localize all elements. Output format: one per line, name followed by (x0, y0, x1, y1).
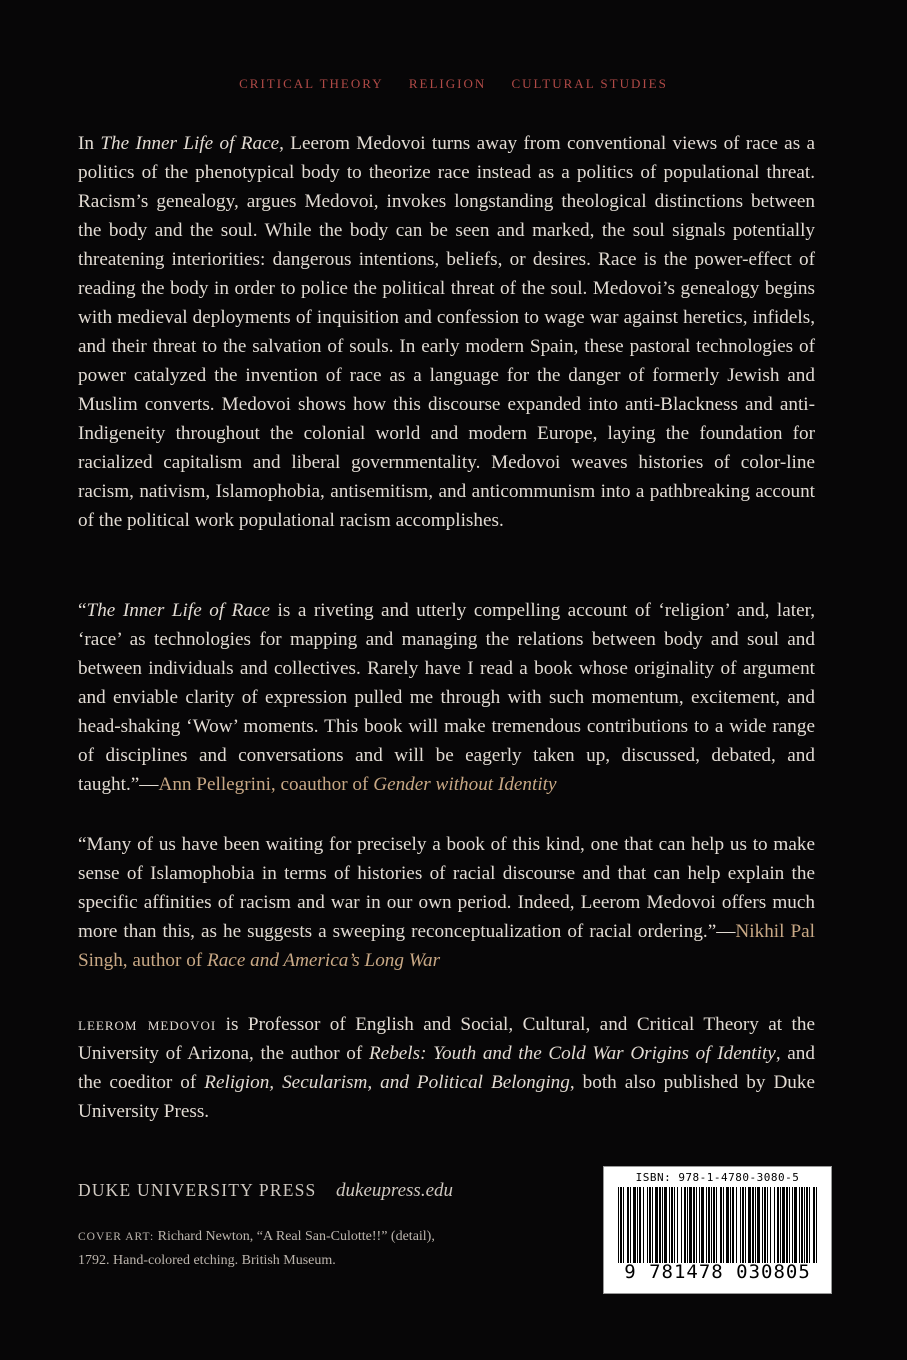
barcode-bar (711, 1187, 712, 1263)
quote-text: is a riveting and utterly compelling account of ‘religion’ and, later, ‘race’ as technologies for mapping and managing the relations between body and soul and between individuals and collectives. Rarely have I read a book whose originality of argument and enviable clarity of expression pulled me through with such momentum, excitement, and head-shaking ‘Wow’ moments. This book will make tremendous contributions to a wide range of disciplines and conversations and will be eagerly taken up, discussed, debated, and taught.”— (78, 600, 816, 795)
bio-text: is Professor of English and Social, Cultural, and Critical Theory at the University of Arizona, the author of (78, 1014, 815, 1064)
barcode-bar (659, 1187, 661, 1263)
quote-book-title: The Inner Life of Race (86, 600, 271, 621)
barcode-bar (716, 1187, 717, 1263)
quote-attribution-title: Gender without Identity (373, 774, 557, 795)
isbn-label: ISBN: 978-1-4780-3080-5 (635, 1171, 800, 1184)
barcode-bar (799, 1187, 800, 1263)
barcode-bar (655, 1187, 658, 1263)
barcode-bar (767, 1187, 768, 1263)
endorsement-quote-1 (78, 596, 815, 799)
endorsement-quote-2 (78, 830, 815, 975)
barcode-bar (701, 1187, 704, 1263)
publisher-url: dukeupress.edu (336, 1180, 454, 1201)
barcode-bars (618, 1187, 817, 1263)
barcode-bar (806, 1187, 808, 1263)
barcode-bar (623, 1187, 624, 1263)
category-religion: RELIGION (408, 76, 487, 91)
book-title: The Inner Life of Race (100, 133, 280, 154)
isbn-barcode (603, 1166, 832, 1294)
barcode-bar (745, 1187, 746, 1263)
barcode-bar (777, 1187, 779, 1263)
barcode-bar (677, 1187, 678, 1263)
barcode-bar (813, 1187, 815, 1263)
barcode-bar (736, 1187, 737, 1263)
credit-label: COVER ART: (78, 1231, 155, 1243)
cover-art-credit (78, 1225, 458, 1273)
barcode-bar (652, 1187, 653, 1263)
barcode-bar (662, 1187, 663, 1263)
barcode-bar (755, 1187, 756, 1263)
bio-text: , and the coeditor of (78, 1043, 815, 1093)
subject-categories (0, 76, 907, 92)
barcode-bar (620, 1187, 622, 1263)
quote-attribution: Ann Pellegrini, coauthor of (158, 774, 374, 795)
barcode-bar (762, 1187, 763, 1263)
bio-book-2: Religion, Secularism, and Political Belonging (204, 1072, 570, 1093)
quote-attribution-title: Race and America’s Long War (206, 950, 441, 971)
barcode-bar (780, 1187, 781, 1263)
barcode-bar (684, 1187, 686, 1263)
barcode-bar (726, 1187, 729, 1263)
barcode-bar (748, 1187, 751, 1263)
barcode-bar (723, 1187, 724, 1263)
barcode-bar (782, 1187, 785, 1263)
barcode-bar (730, 1187, 731, 1263)
bio-book-1: Rebels: Youth and the Cold War Origins of Identity (368, 1043, 776, 1064)
barcode-bar (770, 1187, 771, 1263)
barcode-bar (671, 1187, 673, 1263)
barcode-bar (804, 1187, 805, 1263)
barcode-bar (681, 1187, 682, 1263)
barcode-bar (742, 1187, 744, 1263)
barcode-bar (637, 1187, 638, 1263)
quote-attribution: Nikhil Pal Singh, author of (78, 921, 815, 971)
barcode-bar (757, 1187, 760, 1263)
barcode-bar (630, 1187, 631, 1263)
barcode-bar (809, 1187, 810, 1263)
barcode-bar (740, 1187, 741, 1263)
barcode-number: 9 781478 030805 (624, 1261, 811, 1283)
barcode-bar (689, 1187, 692, 1263)
barcode-bar (699, 1187, 700, 1263)
bio-text: , both also published by Duke University Press. (78, 1072, 815, 1122)
barcode-bar (789, 1187, 790, 1263)
credit-text: Richard Newton, “A Real San-Culotte!!” (detail), 1792. Hand-colored etching. British Museum. (78, 1229, 435, 1268)
quote-text: “Many of us have been waiting for precisely a book of this kind, one that can help us to make sense of Islamophobia in terms of histories of racial discourse and that can help explain the specific affinities of racism and war in our own period. Indeed, Leerom Medovoi offers much more than this, as he suggests a sweeping reconceptualization of racial ordering.”— (78, 834, 815, 942)
barcode-bar (708, 1187, 710, 1263)
category-cultural-studies: CULTURAL STUDIES (511, 76, 668, 91)
description-text: , Leerom Medovoi turns away from conventional views of race as a politics of the phenotypical body to theorize race instead as a politics of populational threat. Racism’s genealogy, argues Medovoi, invokes longstanding theological distinctions between the body and the soul. While the body can be seen and marked, the soul signals potentially threatening interiorities: dangerous intentions, beliefs, or desires. Race is the power-effect of reading the body in order to police the political threat of the soul. Medovoi’s genealogy begins with medieval deployments of inquisition and confession to wage war against heretics, infidels, and their threat to the salvation of souls. In early modern Spain, these pastoral technologies of power catalyzed the invention of race as a language for the danger of formerly Jewish and Muslim converts. Medovoi shows how this discourse expanded into anti-Blackness and anti-Indigeneity throughout the colonial world and modern Europe, laying the foundation for racialized capitalism and liberal governmentality. Medovoi weaves histories of color-line racism, nativism, Islamophobia, antisemitism, and anticommunism into a pathbreaking account of the political work populational racism accomplishes. (78, 133, 816, 531)
description-intro: In (78, 133, 101, 154)
book-description (78, 129, 815, 535)
barcode-bar (816, 1187, 817, 1263)
barcode-bar (713, 1187, 715, 1263)
barcode-bar (794, 1187, 797, 1263)
barcode-bar (669, 1187, 670, 1263)
barcode-bar (752, 1187, 754, 1263)
barcode-bar (720, 1187, 722, 1263)
barcode-bar (687, 1187, 688, 1263)
barcode-bar (618, 1187, 619, 1263)
barcode-bar (693, 1187, 695, 1263)
barcode-bar (639, 1187, 641, 1263)
barcode-bar (764, 1187, 766, 1263)
barcode-bar (649, 1187, 651, 1263)
barcode-bar (706, 1187, 707, 1263)
barcode-bar (633, 1187, 636, 1263)
barcode-bar (664, 1187, 667, 1263)
quote-open: “ (78, 600, 87, 621)
barcode-bar (647, 1187, 648, 1263)
author-name: leerom medovoi (78, 1014, 217, 1035)
barcode-bar (786, 1187, 788, 1263)
barcode-bar (696, 1187, 697, 1263)
category-critical-theory: CRITICAL THEORY (239, 76, 384, 91)
barcode-bar (774, 1187, 775, 1263)
publisher-line (78, 1180, 453, 1202)
author-bio (78, 1010, 815, 1126)
publisher-name: DUKE UNIVERSITY PRESS (78, 1180, 317, 1200)
barcode-bar (732, 1187, 734, 1263)
barcode-bar (643, 1187, 644, 1263)
barcode-bar (801, 1187, 803, 1263)
barcode-bar (674, 1187, 675, 1263)
barcode-bar (627, 1187, 629, 1263)
barcode-bar (792, 1187, 793, 1263)
